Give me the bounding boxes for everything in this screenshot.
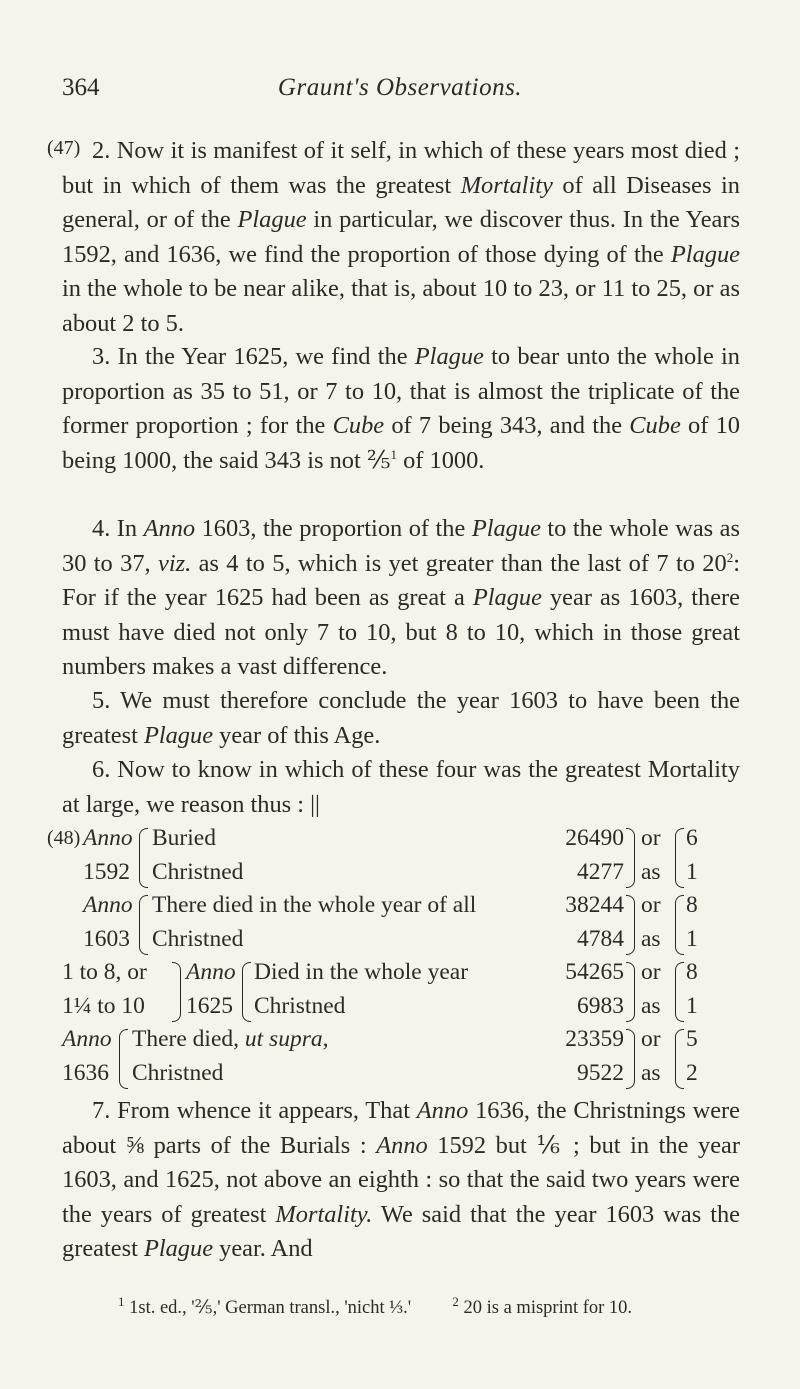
right-brace [172,962,181,1022]
year-label: Anno [62,1026,112,1052]
year-value: 1592 [83,859,130,885]
row-label-1: Died in the whole year [254,959,469,985]
left-brace [242,962,251,1022]
page-header [0,74,800,114]
ratio-top: 5 [686,1026,698,1052]
year-value: 1636 [62,1060,109,1086]
christned-count: 9522 [577,1060,624,1086]
running-title: Graunt's Observations. [277,74,523,101]
ratio-note-2: 1¼ to 10 [62,993,145,1019]
as-word: as [641,926,661,952]
ratio-bottom: 1 [686,859,698,885]
left-brace [139,895,148,955]
ratio-brace [675,828,684,888]
left-brace [119,1029,128,1089]
ratio-brace [675,1029,684,1089]
christned-count: 4784 [577,926,624,952]
right-brace [626,895,635,955]
paragraph-3: 3. In the Year 1625, we find the Plague to bear unto the whole in proportion as 35 to 51, or 7 to 10, that is almost the triplicate of the former proportion ; for the Cube of 7 being 343, and the Cube of 10 being 1000, the said 343 is not ⅖$^1$ of 1000. [62,343,740,474]
or-word: or [641,1026,661,1052]
died-count: 38244 [565,892,624,918]
paragraph-7: 7. From whence it appears, That Anno 1636, the Christnings were about ⅝ parts of the Burials : Anno 1592 but ⅙ ; but in the year 1603, and 1625, not above an eighth : so that the said two years were the years of greatest Mortality. We said that the year 1603 was the greatest Plague year. And [62,1097,740,1262]
row-label-1: There died in the whole year of all [152,892,477,918]
margin-note-48: (48) [47,827,81,849]
table-row [62,956,752,1026]
row-label-1: Buried [152,825,216,851]
or-word: or [641,825,661,851]
table-row [62,1023,752,1093]
ratio-bottom: 2 [686,1060,698,1086]
or-word: or [641,892,661,918]
row-label-2: Christned [132,1060,224,1086]
or-word: or [641,959,661,985]
ratio-bottom: 1 [686,926,698,952]
year-value: 1625 [186,993,233,1019]
ratio-top: 6 [686,825,698,851]
right-brace [626,828,635,888]
table-row [62,822,752,892]
year-label: Anno [186,959,236,985]
ratio-brace [675,962,684,1022]
ratio-top: 8 [686,959,698,985]
paragraph-6: 6. Now to know in which of these four was the greatest Mortality at large, we reason thus : || [62,756,740,818]
as-word: as [641,859,661,885]
buried-count: 26490 [565,825,624,851]
ratio-brace [675,895,684,955]
died-count: 54265 [565,959,624,985]
as-word: as [641,993,661,1019]
right-brace [626,962,635,1022]
footnote-2-marker: 2 [452,1293,459,1309]
christned-count: 6983 [577,993,624,1019]
ratio-top: 8 [686,892,698,918]
table-row [62,889,752,959]
row-label-2: Christned [152,859,244,885]
row-label-2: Christned [254,993,346,1019]
as-word: as [641,1060,661,1086]
died-count: 23359 [565,1026,624,1052]
paragraph-4: 4. In Anno 1603, the proportion of the Plague to the whole was as 30 to 37, viz. as 4 to 5, which is yet greater than the last of 7 to $20^2$: For if the year 1625 had been as great a Plague year as 1603, there must have died not only 7 to 10, but 8 to 10, which in those great numbers makes a vast difference. [62,515,740,680]
margin-note-47: (47) [47,137,81,159]
row-label-2: Christned [152,926,244,952]
ratio-bottom: 1 [686,993,698,1019]
right-brace [626,1029,635,1089]
year-value: 1603 [83,926,130,952]
page-number: 364 [62,74,100,101]
year-label: Anno [83,892,133,918]
christned-count: 4277 [577,859,624,885]
row-label-1: There died, ut supra, [132,1026,329,1052]
paragraph-5: 5. We must therefore conclude the year 1603 to have been the greatest Plague year of this Age. [62,687,740,749]
left-brace [139,828,148,888]
footnotes [118,1293,633,1319]
footnote-1: 1st. ed., '⅖,' German transl., 'nicht ⅓.' [129,1298,412,1318]
footnote-1-marker: 1 [118,1293,125,1309]
paragraph-2: 2. Now it is manifest of it self, in which of these years most died ; but in which of them was the greatest Mortality of all Diseases in general, or of the Plague in particular, we discover thus. In the Years 1592, and 1636, we find the proportion of those dying of the Plague in the whole to be near alike, that is, about 10 to 23, or 11 to 25, or as about 2 to 5. [62,137,741,337]
ratio-note-1: 1 to 8, or [62,959,147,985]
year-label: Anno [83,825,133,851]
footnote-2: 20 is a misprint for 10. [463,1298,633,1318]
